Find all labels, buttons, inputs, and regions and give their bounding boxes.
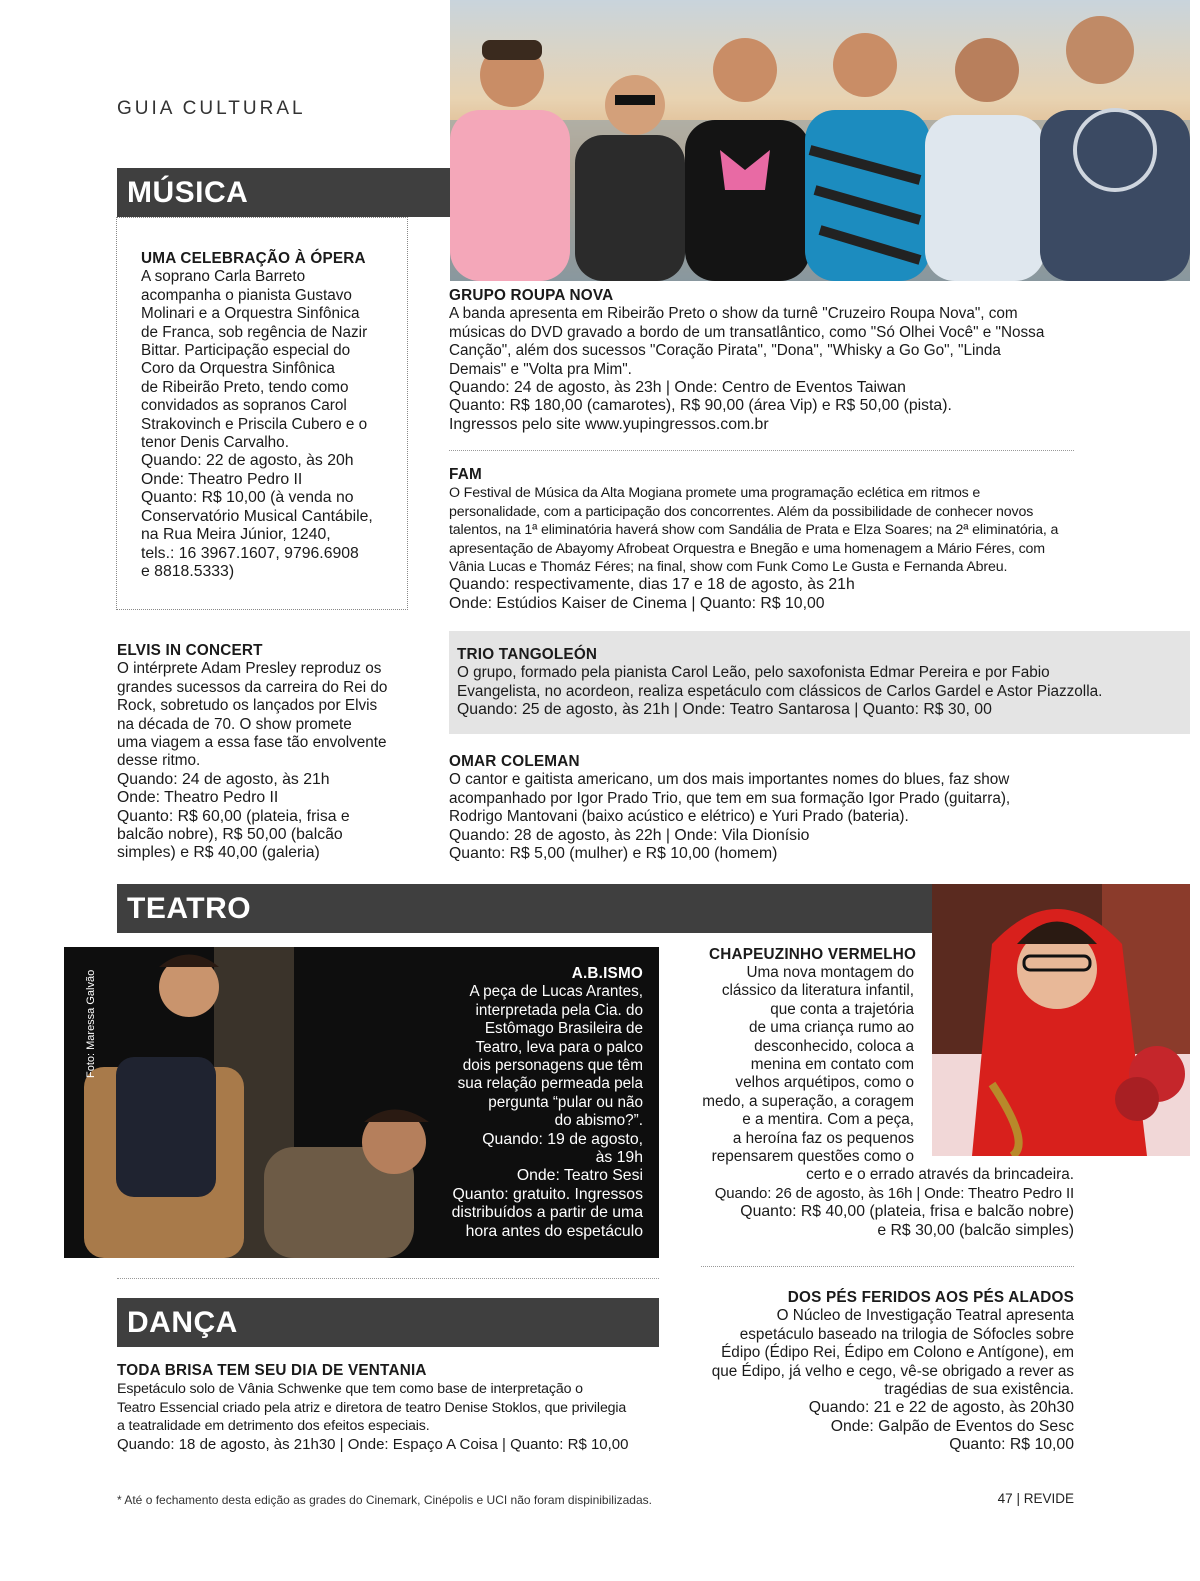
abismo-article (400, 965, 643, 1241)
opera-line: A soprano Carla Barreto (141, 268, 306, 286)
omar-title: OMAR COLEMAN (449, 753, 580, 770)
abismo-info: às 19h (595, 1149, 643, 1167)
opera-info: tels.: 16 3967.1607, 9796.6908 (141, 544, 359, 562)
omar-line: Rodrigo Mantovani (baixo acústico e elétrico) e Yuri Prado (bateria). (449, 808, 909, 826)
chapeuzinho-line: que conta a trajetória (770, 1000, 914, 1018)
divider (701, 1266, 1074, 1267)
abismo-info: hora antes do espetáculo (465, 1222, 643, 1240)
roupa-nova-line: A banda apresenta em Ribeirão Preto o show da turnê "Cruzeiro Roupa Nova", com (449, 305, 1018, 323)
chapeuzinho-line: a heroína faz os pequenos (732, 1129, 914, 1147)
pes-info: Onde: Galpão de Eventos do Sesc (830, 1417, 1074, 1435)
abismo-info: Quando: 19 de agosto, (482, 1130, 643, 1148)
elvis-info: simples) e R$ 40,00 (galeria) (117, 844, 320, 862)
chapeuzinho-title-block (709, 946, 929, 964)
pes-line: Édipo (Édipo Rei, Édipo em Colono e Antígone), em (721, 1344, 1074, 1362)
abismo-title: A.B.ISMO (571, 965, 643, 982)
elvis-info: Onde: Theatro Pedro II (117, 789, 279, 807)
abismo-line: A peça de Lucas Arantes, (469, 983, 643, 1001)
abismo-info: distribuídos a partir de uma (451, 1204, 643, 1222)
abismo-line: Estômago Brasileira de (484, 1020, 643, 1038)
opera-line: acompanha o pianista Gustavo (141, 286, 352, 304)
opera-info: Onde: Theatro Pedro II (141, 470, 303, 488)
roupa-nova-article (449, 287, 1089, 434)
pes-line: espetáculo baseado na trilogia de Sófocles sobre (739, 1325, 1074, 1343)
brisa-line: Espetáculo solo de Vânia Schwenke que tem como base de interpretação o (117, 1381, 583, 1398)
opera-line: Bittar. Participação especial do (141, 342, 351, 360)
roupa-nova-line: Canção", além dos sucessos "Coração Pirata", "Dona", "Whisky a Go Go", "Linda (449, 342, 1001, 360)
roupa-nova-info: Ingressos pelo site www.yupingressos.com.br (449, 415, 769, 433)
abismo-line: dois personagens que têm (462, 1057, 643, 1075)
opera-info: Quando: 22 de agosto, às 20h (141, 452, 354, 470)
chapeuzinho-line: repensarem questões como o (711, 1148, 914, 1166)
abismo-line: sua relação permeada pela (457, 1075, 643, 1093)
omar-article (449, 753, 1089, 863)
pes-line: que Édipo, já velho e cego, vê-se obrigado a rever as (711, 1362, 1074, 1380)
trio-title: TRIO TANGOLEÓN (457, 646, 598, 663)
elvis-line: Rock, sobretudo os lançados por Elvis (117, 697, 378, 715)
fam-info: Onde: Estúdios Kaiser de Cinema | Quanto: R$ 10,00 (449, 594, 825, 612)
elvis-line: O intérprete Adam Presley reproduz os (117, 660, 382, 678)
fam-line: O Festival de Música da Alta Mogiana promete uma programação eclética em ritmos e (449, 485, 981, 502)
opera-info: na Rua Meira Júnior, 1240, (141, 526, 331, 544)
section-kicker: GUIA CULTURAL (117, 98, 306, 119)
abismo-line: do abismo?”. (554, 1112, 643, 1130)
opera-line: de Franca, sob regência de Nazir (141, 323, 368, 341)
fam-line: talentos, na 1ª eliminatória haverá show com Sandália de Prata e Elza Soares; na 2ª eliminatória, a (449, 522, 1059, 539)
trio-line: O grupo, formado pela pianista Carol Leão, pelo saxofonista Edmar Pereira e por Fabio (457, 664, 1050, 682)
elvis-line: na década de 70. O show promete (117, 715, 352, 733)
chapeuzinho-line: velhos arquétipos, como o (735, 1074, 914, 1092)
elvis-info: Quando: 24 de agosto, às 21h (117, 770, 330, 788)
divider (117, 1278, 659, 1279)
abismo-info: Onde: Teatro Sesi (516, 1167, 643, 1185)
opera-line: de Ribeirão Preto, tendo como (141, 378, 349, 396)
chapeuzinho-line: clássico da literatura infantil, (721, 982, 914, 1000)
fam-line: Vânia Lucas e Thomáz Féres; na final, show com Funk Como Le Gusta e Fernanda Abreu. (449, 559, 1008, 576)
page-folio (990, 1491, 1074, 1506)
omar-info: Quando: 28 de agosto, às 22h | Onde: Vila Dionísio (449, 826, 810, 844)
brisa-title: TODA BRISA TEM SEU DIA DE VENTANIA (117, 1362, 427, 1379)
pes-info: Quanto: R$ 10,00 (949, 1436, 1074, 1454)
pes-article (690, 1289, 1074, 1455)
brisa-line: Teatro Essencial criado pela atriz e diretora de teatro Denise Stoklos, que privilegia (117, 1399, 627, 1416)
fam-line: personalidade, com a participação dos concorrentes. Além da possibilidade de conhecer novos (449, 503, 1034, 520)
pes-title: DOS PÉS FERIDOS AOS PÉS ALADOS (787, 1289, 1074, 1306)
roupa-nova-line: músicas do DVD gravado a bordo de um transatlântico, como "Só Olhei Você" e "Nossa (449, 323, 1045, 341)
footer-note: * Até o fechamento desta edição as grades do Cinemark, Cinépolis e UCI não foram dispinibilizadas. (117, 1493, 652, 1507)
pes-line: tragédias de sua existência. (884, 1381, 1074, 1399)
fam-line: apresentação de Abayomy Afrobeat Orquestra e Bnegão e uma homenagem a Mário Féres, com (449, 540, 1045, 557)
elvis-article (117, 642, 417, 863)
chapeuzinho-title: CHAPEUZINHO VERMELHO (709, 946, 917, 963)
roupa-nova-title: GRUPO ROUPA NOVA (449, 287, 614, 304)
abismo-info: Quanto: gratuito. Ingressos (452, 1185, 643, 1203)
opera-article (141, 250, 409, 581)
abismo-line: pergunta “pular ou não (488, 1093, 643, 1111)
opera-info: Quanto: R$ 10,00 (à venda no (141, 489, 354, 507)
fam-article (449, 466, 1089, 613)
elvis-info: balcão nobre), R$ 50,00 (balcão (117, 826, 343, 844)
opera-info: e 8818.5333) (141, 562, 235, 580)
section-header-teatro: TEATRO (117, 884, 932, 933)
roupa-nova-info: Quanto: R$ 180,00 (camarotes), R$ 90,00 (área Vip) e R$ 50,00 (pista). (449, 397, 952, 415)
trio-article (457, 646, 1157, 720)
photo-credit: Foto: Maressa Galvão (85, 969, 97, 1078)
opera-title: UMA CELEBRAÇÃO À ÓPERA (141, 250, 366, 267)
trio-info: Quando: 25 de agosto, às 21h | Onde: Teatro Santarosa | Quanto: R$ 30, 00 (457, 701, 992, 719)
pes-info: Quando: 21 e 22 de agosto, às 20h30 (808, 1399, 1074, 1417)
elvis-info: Quanto: R$ 60,00 (plateia, frisa e (117, 807, 350, 825)
chapeuzinho-line: menina em contato com (750, 1056, 914, 1074)
chapeuzinho-line: medo, a superação, a coragem (702, 1092, 914, 1110)
chapeuzinho-line: Uma nova montagem do (746, 964, 914, 981)
roupa-nova-line: Demais" e "Volta pra Mim". (449, 360, 632, 378)
folio-separator: | (1016, 1491, 1024, 1506)
brisa-article (117, 1362, 677, 1454)
fam-title: FAM (449, 466, 482, 483)
brisa-line: a teatralidade em detrimento dos efeitos especiais. (117, 1418, 430, 1435)
opera-line: convidados as sopranos Carol (141, 397, 347, 415)
omar-info: Quanto: R$ 5,00 (mulher) e R$ 10,00 (homem) (449, 845, 778, 863)
fam-info: Quando: respectivamente, dias 17 e 18 de agosto, às 21h (449, 576, 855, 594)
chapeuzinho-info: e R$ 30,00 (balcão simples) (877, 1221, 1074, 1239)
band-photo (450, 0, 1190, 281)
divider (449, 450, 1074, 451)
abismo-line: interpretada pela Cia. do (475, 1001, 643, 1019)
elvis-line: desse ritmo. (117, 752, 201, 770)
opera-line: Coro da Orquestra Sinfônica (141, 360, 335, 378)
omar-line: O cantor e gaitista americano, um dos mais importantes nomes do blues, faz show (449, 771, 1010, 789)
chapeuzinho-article (680, 964, 1074, 1240)
chapeuzinho-info: Quando: 26 de agosto, às 16h | Onde: Theatro Pedro II (714, 1184, 1074, 1202)
roupa-nova-info: Quando: 24 de agosto, às 23h | Onde: Centro de Eventos Taiwan (449, 379, 906, 397)
opera-line: tenor Denis Carvalho. (141, 434, 289, 452)
trio-line: Evangelista, no acordeon, realiza espetáculo com clássicos de Carlos Gardel e Astor Piazzolla. (457, 682, 1103, 700)
elvis-line: uma viagem a essa fase tão envolvente (117, 734, 387, 752)
pes-line: O Núcleo de Investigação Teatral apresenta (776, 1307, 1074, 1325)
section-header-musica: MÚSICA (117, 168, 450, 217)
page-number: 47 (997, 1491, 1013, 1506)
abismo-line: Teatro, leva para o palco (475, 1038, 643, 1056)
magazine-name: REVIDE (1023, 1491, 1074, 1506)
chapeuzinho-line: certo e o errado através da brincadeira. (806, 1166, 1074, 1184)
chapeuzinho-line: desconhecido, coloca a (754, 1037, 914, 1055)
band-photo-illustration (450, 0, 1190, 281)
elvis-line: grandes sucessos da carreira do Rei do (117, 678, 388, 696)
omar-line: acompanhado por Igor Prado Trio, que tem em sua formação Igor Prado (guitarra), (449, 789, 1011, 807)
opera-info: Conservatório Musical Cantábile, (141, 507, 373, 525)
opera-line: Molinari e a Orquestra Sinfônica (141, 305, 360, 323)
chapeuzinho-line: e a mentira. Com a peça, (742, 1111, 914, 1129)
elvis-title: ELVIS IN CONCERT (117, 642, 263, 659)
brisa-info: Quando: 18 de agosto, às 21h30 | Onde: Espaço A Coisa | Quanto: R$ 10,00 (117, 1435, 629, 1453)
opera-line: Strakovinch e Priscila Cubero e o (141, 415, 368, 433)
section-header-danca: DANÇA (117, 1298, 659, 1347)
chapeuzinho-line: de uma criança rumo ao (749, 1019, 914, 1037)
chapeuzinho-info: Quanto: R$ 40,00 (plateia, frisa e balcão nobre) (740, 1203, 1074, 1221)
